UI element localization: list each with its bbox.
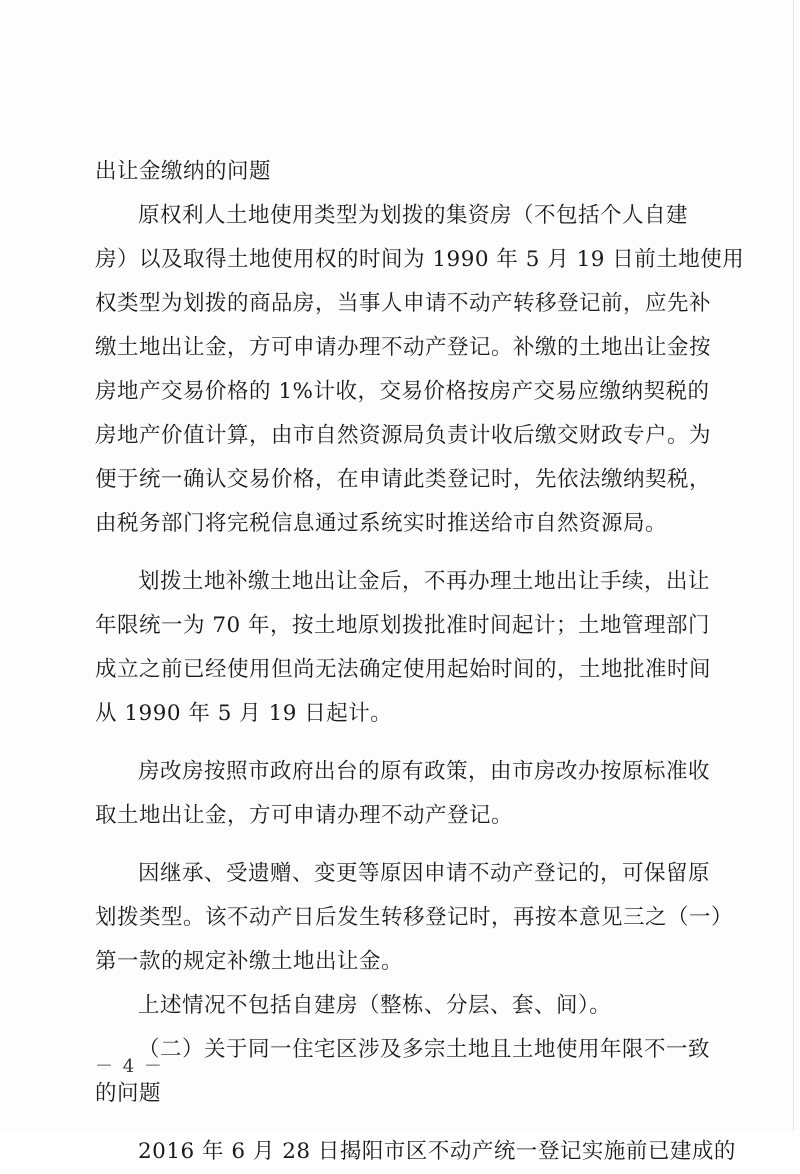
text-line: 年限统一为 70 年，按土地原划拨批准时间起计；土地管理部门 (95, 613, 711, 638)
paragraph-start: 原权利人土地使用类型为划拨的集资房（不包括个人自建 (138, 203, 689, 228)
text-line: 便于统一确认交易价格，在申请此类登记时，先依法缴纳契税， (95, 467, 712, 492)
paragraph-start: 房改房按照市政府出台的原有政策，由市房改办按原标准收 (138, 759, 711, 784)
text-line: 出让金缴纳的问题 (95, 159, 272, 184)
text-line: 缴土地出让金，方可申请办理不动产登记。补缴的土地出让金按 (95, 335, 712, 360)
paragraph-start: 上述情况不包括自建房（整栋、分层、套、间）。 (138, 993, 612, 1018)
section-heading: （二）关于同一住宅区涉及多宗土地且土地使用年限不一致 (138, 1037, 711, 1062)
text-line: 房）以及取得土地使用权的时间为 1990 年 5 月 19 日前土地使用 (95, 247, 745, 272)
text-line: 由税务部门将完税信息通过系统实时推送给市自然资源局。 (95, 511, 668, 536)
text-line: 房地产价值计算，由市自然资源局负责计收后缴交财政专户。为 (95, 423, 712, 448)
text-line: 第一款的规定补缴土地出让金。 (95, 949, 404, 974)
document-body (95, 150, 745, 1174)
text-line: 从 1990 年 5 月 19 日起计。 (95, 701, 393, 726)
paragraph-start: 划拨土地补缴土地出让金后，不再办理土地出让手续，出让 (138, 569, 711, 594)
page-edge (793, 0, 794, 1131)
paragraph-start: 因继承、受遗赠、变更等原因申请不动产登记的，可保留原 (138, 861, 711, 886)
text-line: 房地产交易价格的 1%计收，交易价格按房产交易应缴纳契税的 (95, 379, 710, 404)
text-line: 取土地出让金，方可申请办理不动产登记。 (95, 803, 514, 828)
text-line: 成立之前已经使用但尚无法确定使用起始时间的，土地批准时间 (95, 657, 712, 682)
text-line: 权类型为划拨的商品房，当事人申请不动产转移登记前，应先补 (95, 291, 712, 316)
section-heading-continued: 的问题 (95, 1081, 162, 1106)
paragraph-start: 2016 年 6 月 28 日揭阳市区不动产统一登记实施前已建成的 (138, 1139, 736, 1164)
page-number: － 4 － (95, 1056, 164, 1077)
text-line: 划拨类型。该不动产日后发生转移登记时，再按本意见三之（一） (95, 905, 734, 930)
